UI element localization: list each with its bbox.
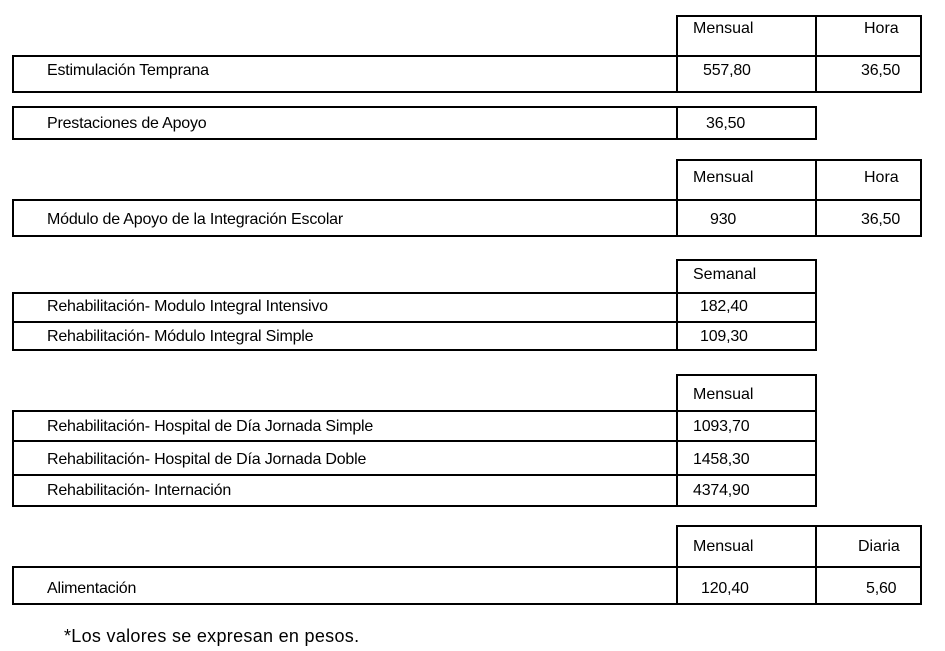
rehab-mensual-row1-label: Rehabilitación- Hospital de Día Jornada Simple	[47, 418, 374, 435]
modulo-label: Módulo de Apoyo de la Integración Escolar	[47, 211, 343, 228]
prestaciones-value: 36,50	[706, 115, 746, 132]
rehab-semanal-row2-label: Rehabilitación- Módulo Integral Simple	[47, 328, 314, 345]
estimulacion-hora-value: 36,50	[861, 62, 901, 79]
alimentacion-diaria-value: 5,60	[866, 580, 897, 597]
rehab-semanal-row2-value: 109,30	[700, 328, 748, 345]
rehab-mensual-row1-value: 1093,70	[693, 418, 750, 435]
rehab-mensual-row3-label: Rehabilitación- Internación	[47, 482, 232, 499]
modulo-value1-box	[676, 199, 817, 237]
alimentacion-header-diaria: Diaria	[858, 538, 900, 555]
modulo-mensual-value: 930	[710, 211, 737, 228]
estimulacion-header-mensual: Mensual	[693, 20, 754, 37]
prestaciones-value-box	[676, 106, 817, 140]
rehab-mensual-row3-value: 4374,90	[693, 482, 750, 499]
rehab-semanal-row1-value: 182,40	[700, 298, 748, 315]
alimentacion-label: Alimentación	[47, 580, 137, 597]
modulo-header-mensual: Mensual	[693, 169, 754, 186]
estimulacion-header-hora: Hora	[864, 20, 899, 37]
prestaciones-label: Prestaciones de Apoyo	[47, 115, 207, 132]
rehab-mensual-header: Mensual	[693, 386, 754, 403]
modulo-hora-value: 36,50	[861, 211, 901, 228]
estimulacion-mensual-value: 557,80	[703, 62, 751, 79]
footnote: *Los valores se expresan en pesos.	[64, 626, 360, 646]
rehab-semanal-row1-label: Rehabilitación- Modulo Integral Intensivo	[47, 298, 328, 315]
rehab-mensual-row2-label: Rehabilitación- Hospital de Día Jornada Doble	[47, 451, 367, 468]
rehab-semanal-header: Semanal	[693, 266, 757, 283]
estimulacion-label: Estimulación Temprana	[47, 62, 209, 79]
rehab-mensual-row2-value: 1458,30	[693, 451, 750, 468]
alimentacion-mensual-value: 120,40	[701, 580, 749, 597]
alimentacion-header-mensual: Mensual	[693, 538, 754, 555]
modulo-header-hora: Hora	[864, 169, 899, 186]
